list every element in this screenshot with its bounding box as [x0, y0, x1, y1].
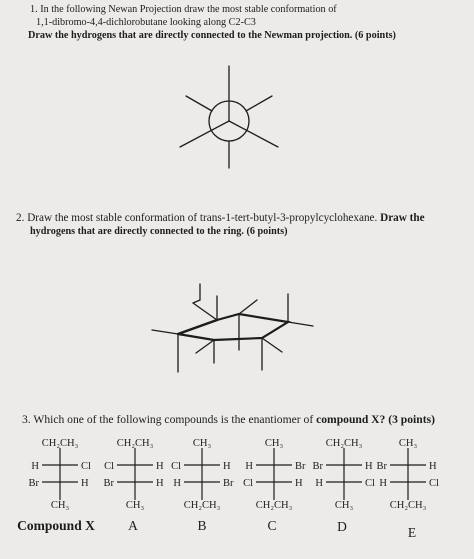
fischer-b-left2: H	[173, 478, 181, 489]
fischer-a-label: A	[128, 518, 138, 533]
fischer-b-left1: Cl	[171, 461, 181, 472]
newman-front-bond-lower-right	[229, 121, 278, 147]
fischer-e-label: E	[407, 525, 417, 540]
fischer-d-right1: H	[365, 461, 373, 472]
fischer-a-right2: H	[156, 478, 164, 489]
fischer-x-right1: Cl	[81, 461, 91, 472]
fischer-x	[17, 438, 95, 533]
newman-projection	[180, 66, 278, 168]
fischer-a-right1: H	[156, 461, 164, 472]
fischer-b-right1: H	[223, 461, 231, 472]
newman-front-bond-lower-left	[180, 121, 229, 147]
fischer-d-bottom: CH₃	[334, 500, 354, 511]
q3-line-bold: compound X? (3 points)	[316, 413, 435, 426]
fischer-e-right2: Cl	[429, 478, 439, 489]
fischer-b-bottom: CH₂CH₃	[183, 500, 221, 511]
fischer-b	[171, 438, 234, 533]
fischer-c-left2: Cl	[243, 478, 253, 489]
q2-line1-text: 2. Draw the most stable conformation of trans-1-tert-butyl-3-propylcyclohexane.	[16, 212, 378, 224]
fischer-b-label: B	[197, 518, 207, 533]
fischer-d-left1: Br	[312, 461, 323, 472]
fischer-c-label: C	[267, 518, 277, 533]
fischer-x-label: Compound X	[17, 518, 95, 533]
fischer-a-top: CH₂CH₃	[116, 438, 154, 449]
q1-line3: Draw the hydrogens that are directly connected to the Newman projection. (6 points)	[28, 30, 396, 41]
fischer-a	[104, 438, 165, 533]
q3-line-text: 3. Which one of the following compounds is the enantiomer of	[22, 413, 314, 426]
q1-line2: 1,1-dibromo-4,4-dichlorobutane looking along C2-C3	[36, 17, 256, 28]
fischer-c-right2: H	[295, 478, 303, 489]
fischer-a-bottom: CH₃	[125, 500, 145, 511]
fischer-a-left1: Cl	[104, 461, 114, 472]
cyclohexane-chair	[152, 284, 313, 372]
fischer-e-left1: Br	[376, 461, 387, 472]
fischer-e-top: CH₃	[398, 438, 418, 449]
fischer-x-left1: H	[31, 461, 39, 472]
fischer-x-bottom: CH₃	[50, 500, 70, 511]
fischer-e-left2: H	[379, 478, 387, 489]
newman-back-bond-upper-left	[186, 96, 212, 111]
fischer-c-bottom: CH₂CH₃	[255, 500, 293, 511]
fischer-x-right2: H	[81, 478, 89, 489]
fischer-d	[313, 438, 376, 534]
q1-line1: 1. In the following Newan Projection draw the most stable conformation of	[30, 4, 337, 15]
fischer-b-right2: Br	[223, 478, 234, 489]
q2-line1-bold: Draw the	[380, 212, 425, 224]
fischer-a-left2: Br	[103, 478, 114, 489]
fischer-e	[377, 438, 440, 540]
newman-back-bond-upper-right	[246, 96, 272, 111]
fischer-c	[243, 438, 306, 533]
fischer-c-left1: H	[245, 461, 253, 472]
fischer-d-top: CH₂CH₃	[325, 438, 363, 449]
fischer-x-top: CH₂CH₃	[41, 438, 79, 449]
fischer-d-right2: Cl	[365, 478, 375, 489]
q2-line2: hydrogens that are directly connected to the ring. (6 points)	[30, 226, 288, 237]
fischer-b-top: CH₃	[192, 438, 212, 449]
fischer-d-left2: H	[315, 478, 323, 489]
fischer-c-right1: Br	[295, 461, 306, 472]
fischer-x-left2: Br	[28, 478, 39, 489]
fischer-e-bottom: CH₂CH₃	[389, 500, 427, 511]
fischer-c-top: CH₃	[264, 438, 284, 449]
fischer-e-right1: H	[429, 461, 437, 472]
fischer-d-label: D	[337, 519, 347, 534]
